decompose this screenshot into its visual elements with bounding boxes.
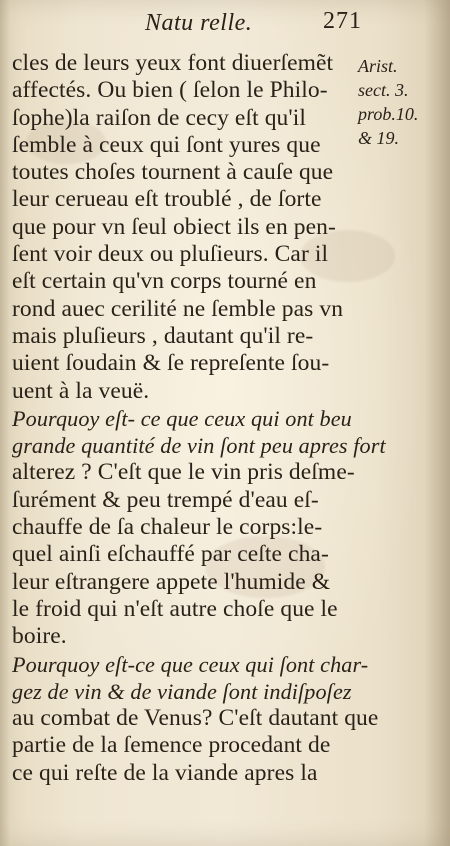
question-line: Pourquoy eſt-ce que ceux qui ſont char-: [12, 651, 369, 677]
question-line: Pourquoy eſt- ce que ceux qui ont beu: [12, 405, 352, 431]
text-line: eſt certain qu'vn corps tourné en: [12, 268, 317, 295]
question-line: grande quantité de vin ſont peu apres fort: [12, 433, 386, 459]
text-line: le froid qui n'eſt autre choſe que le: [12, 595, 338, 622]
text-line: boire.: [12, 623, 67, 650]
margin-note: & 19.: [358, 128, 400, 148]
running-title: Natu relle.: [145, 10, 253, 36]
text-line: uent à la veuë.: [12, 377, 150, 404]
text-line: ſent voir deux ou pluſieurs. Car il: [12, 241, 329, 268]
text-line: ſemble à ceux qui ſont yures que: [12, 131, 321, 158]
text-line: alterez ? C'eſt que le vin pris deſme-: [12, 459, 355, 486]
text-line: ſurément & peu trempé d'eau eſ-: [12, 486, 319, 513]
text-line: ſophe)la raiſon de cecy eſt qu'il: [12, 104, 306, 131]
left-page-shadow: [0, 0, 10, 846]
page-number: 271: [323, 8, 362, 34]
margin-notes: [358, 54, 442, 150]
text-line: au combat de Venus? C'eſt dautant que: [12, 705, 379, 732]
margin-note: Arist.: [358, 56, 398, 76]
text-line: toutes choſes tournent à cauſe que: [12, 159, 334, 186]
text-line: que pour vn ſeul obiect ils en pen-: [12, 213, 336, 240]
margin-note: prob.10.: [358, 104, 419, 124]
text-line: cles de leurs yeux font diuerſemẽt: [12, 50, 334, 76]
margin-note: sect. 3.: [358, 80, 409, 100]
text-line: chauffe de ſa chaleur le corps:le-: [12, 514, 323, 541]
text-line: rond auec cerilité ne ſemble pas vn: [12, 295, 344, 322]
text-line: quel ainſi eſchauffé par ceſte cha-: [12, 541, 329, 568]
text-line: mais pluſieurs , dautant qu'il re-: [12, 322, 314, 349]
text-line: uient ſoudain & ſe repreſente ſou-: [12, 350, 330, 377]
text-line: partie de la ſemence procedant de: [12, 732, 331, 759]
text-line: affectés. Ou bien ( ſelon le Philo-: [12, 77, 328, 104]
question-line: gez de vin & de viande ſont indiſpoſez: [12, 678, 352, 704]
text-line: leur eſtrangere appete l'humide &: [12, 568, 331, 595]
page-header: [0, 6, 450, 40]
text-line: ce qui reſte de la viande apres la: [12, 759, 318, 786]
text-line: leur cerueau eſt troublé , de ſorte: [12, 186, 322, 213]
